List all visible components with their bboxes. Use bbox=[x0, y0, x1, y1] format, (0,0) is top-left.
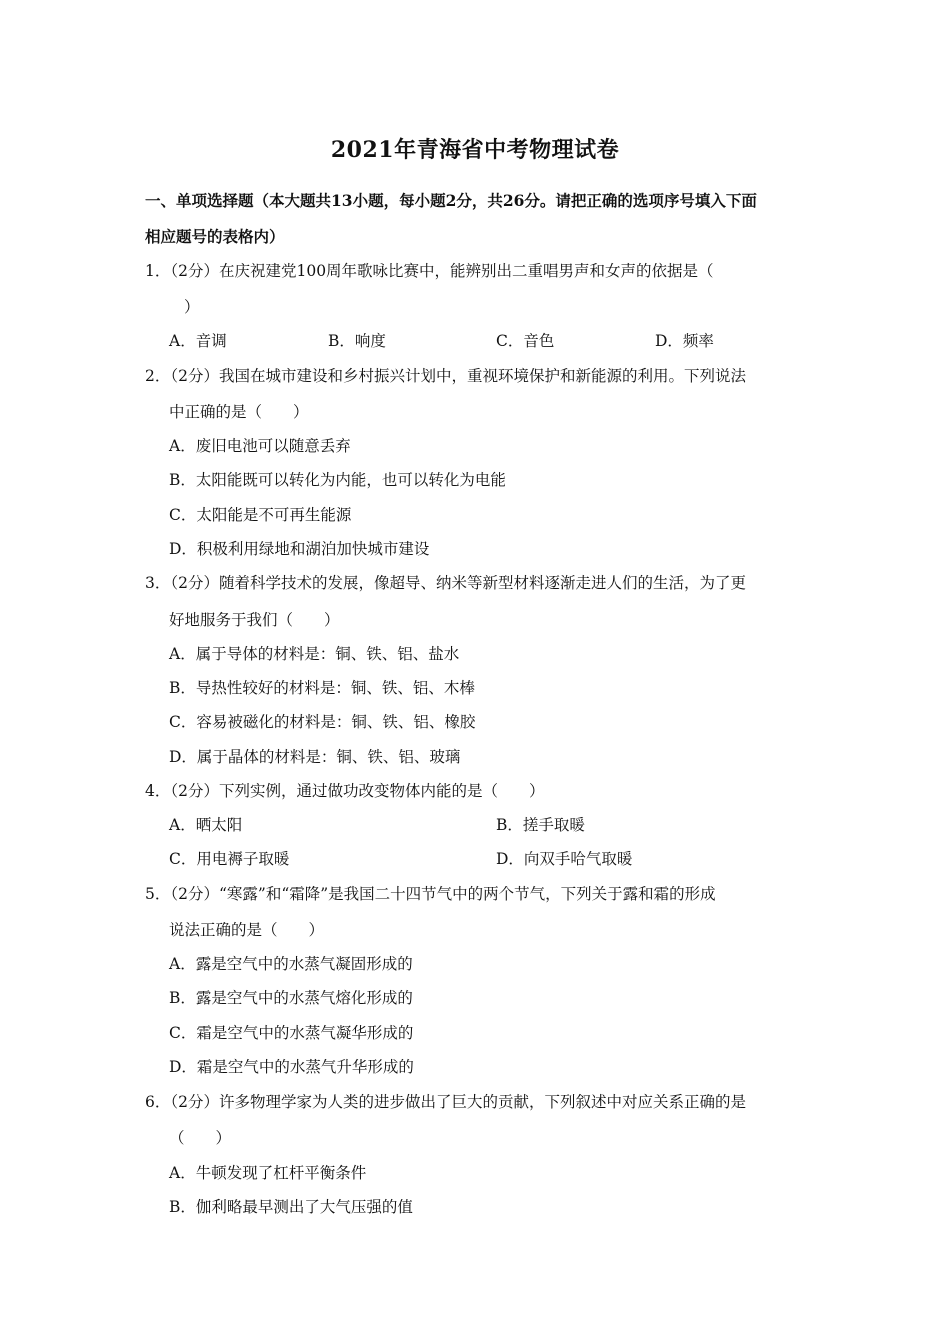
question-2-text-cont: 中正确的是（ ） bbox=[169, 403, 309, 421]
question-1-option-b: B．响度 bbox=[328, 332, 386, 350]
question-5-option-a: A．露是空气中的水蒸气凝固形成的 bbox=[169, 955, 413, 973]
question-1-option-c: C．音色 bbox=[496, 332, 555, 350]
question-5-option-d: D．霜是空气中的水蒸气升华形成的 bbox=[169, 1058, 414, 1076]
page-title: 2021年青海省中考物理试卷 bbox=[330, 137, 620, 163]
question-5-text-cont: 说法正确的是（ ） bbox=[169, 921, 325, 939]
question-6-text: 6．（2分）许多物理学家为人类的进步做出了巨大的贡献，下列叙述中对应关系正确的是 bbox=[145, 1093, 746, 1111]
question-4-option-a: A．晒太阳 bbox=[169, 816, 243, 834]
question-2-option-d: D．积极利用绿地和湖泊加快城市建设 bbox=[169, 540, 430, 558]
question-4-option-d: D．向双手哈气取暖 bbox=[496, 850, 633, 868]
question-5-option-b: B．露是空气中的水蒸气熔化形成的 bbox=[169, 989, 413, 1007]
question-4-option-c: C．用电褥子取暖 bbox=[169, 850, 290, 868]
question-2-option-a: A．废旧电池可以随意丢弃 bbox=[169, 437, 351, 455]
question-4-text: 4．（2分）下列实例，通过做功改变物体内能的是（ ） bbox=[145, 782, 545, 800]
question-1-text-cont: ） bbox=[184, 298, 200, 316]
section-heading-line1: 一、单项选择题（本大题共13小题，每小题2分，共26分。请把正确的选项序号填入下面 bbox=[145, 191, 757, 210]
question-6-text-cont: （ ） bbox=[169, 1129, 232, 1147]
question-1-option-a: A．音调 bbox=[169, 332, 227, 350]
question-2-option-c: C．太阳能是不可再生能源 bbox=[169, 506, 352, 524]
question-1-text: 1．（2分）在庆祝建党100周年歌咏比赛中，能辨别出二重唱男声和女声的依据是（ bbox=[145, 262, 714, 280]
question-3-option-c: C．容易被磁化的材料是：铜、铁、铝、橡胶 bbox=[169, 713, 476, 731]
question-2-option-b: B．太阳能既可以转化为内能，也可以转化为电能 bbox=[169, 471, 506, 489]
question-5-option-c: C．霜是空气中的水蒸气凝华形成的 bbox=[169, 1024, 414, 1042]
question-3-option-b: B．导热性较好的材料是：铜、铁、铝、木棒 bbox=[169, 679, 475, 697]
question-2-text: 2．（2分）我国在城市建设和乡村振兴计划中，重视环境保护和新能源的利用。下列说法 bbox=[145, 367, 746, 385]
question-4-option-b: B．搓手取暖 bbox=[496, 816, 585, 834]
question-3-option-a: A．属于导体的材料是：铜、铁、铝、盐水 bbox=[169, 645, 460, 663]
question-3-text: 3．（2分）随着科学技术的发展，像超导、纳米等新型材料逐渐走进人们的生活，为了更 bbox=[145, 574, 746, 592]
question-1-option-d: D．频率 bbox=[655, 332, 714, 350]
section-heading-line2: 相应题号的表格内） bbox=[145, 227, 285, 246]
question-6-option-a: A．牛顿发现了杠杆平衡条件 bbox=[169, 1164, 367, 1182]
question-3-text-cont: 好地服务于我们（ ） bbox=[169, 611, 340, 629]
question-6-option-b: B．伽利略最早测出了大气压强的值 bbox=[169, 1198, 413, 1216]
question-5-text: 5．（2分）“寒露”和“霜降”是我国二十四节气中的两个节气，下列关于露和霜的形成 bbox=[145, 885, 716, 903]
question-3-option-d: D．属于晶体的材料是：铜、铁、铝、玻璃 bbox=[169, 748, 461, 766]
